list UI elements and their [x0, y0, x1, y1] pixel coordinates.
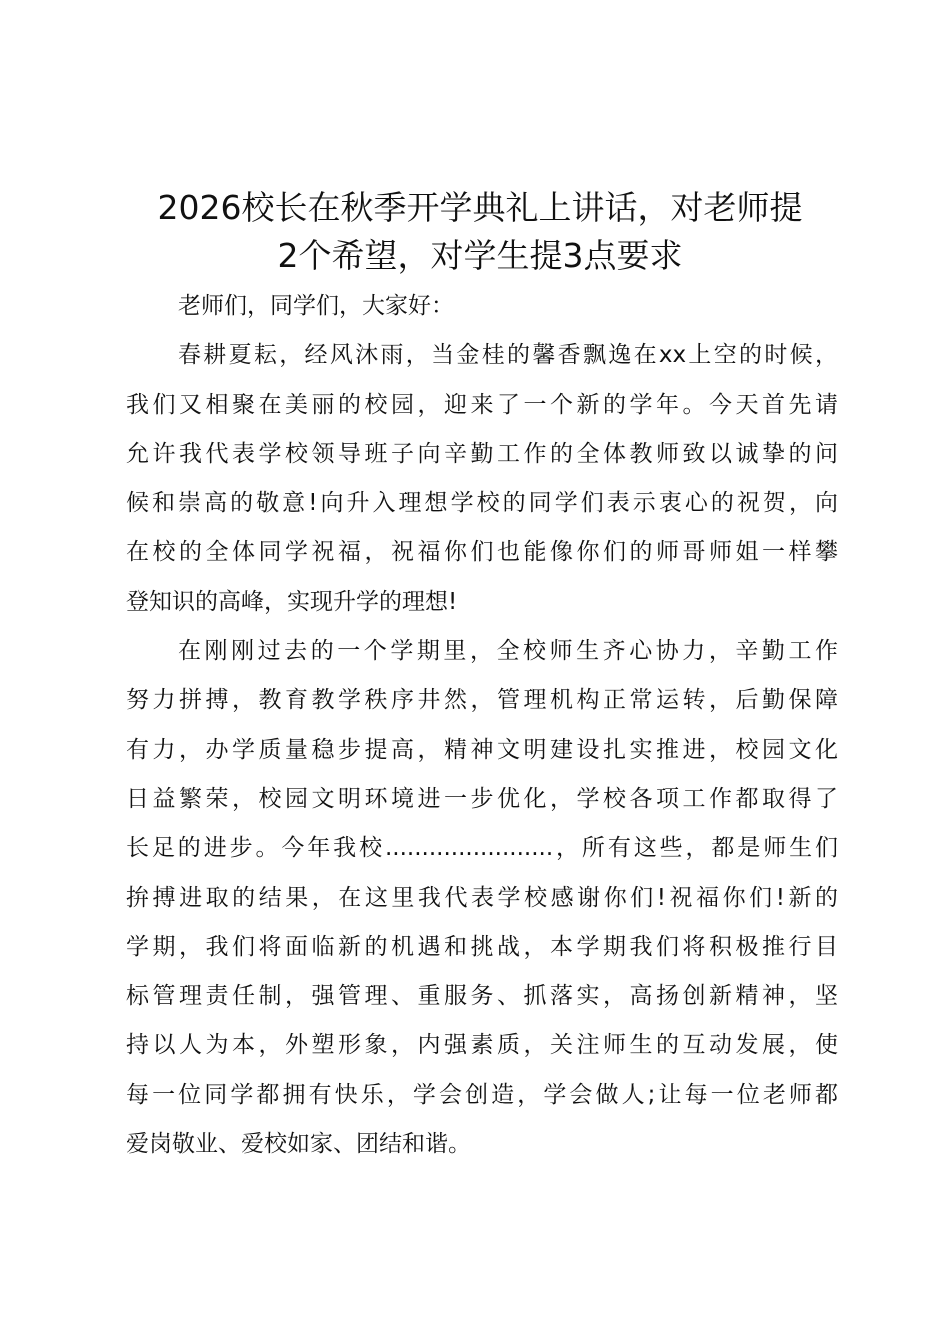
paragraph-2-line: 学期，我们将面临新的机遇和挑战，本学期我们将积极推行目: [126, 933, 838, 960]
paragraph-2-line: 在刚刚过去的一个学期里，全校师生齐心协力，辛勤工作: [178, 638, 838, 665]
paragraph-2-line: 爱岗敬业、爱校如家、团结和谐。: [126, 1131, 471, 1158]
paragraph-1-line: 在校的全体同学祝福，祝福你们也能像你们的师哥师姐一样攀: [126, 539, 838, 566]
paragraph-2-line: 日益繁荣，校园文明环境进一步优化，学校各项工作都取得了: [126, 785, 838, 812]
paragraph-2-line: 努力拼搏，教育教学秩序井然，管理机构正常运转，后勤保障: [126, 687, 838, 714]
paragraph-2-line: 持以人为本，外塑形象，内强素质，关注师生的互动发展，使: [126, 1032, 838, 1059]
document-body: [126, 282, 838, 1169]
paragraph-2-line: 有力，办学质量稳步提高，精神文明建设扎实推进，校园文化: [126, 736, 838, 763]
title-line-1: 2026校长在秋季开学典礼上讲话，对老师提: [157, 188, 803, 227]
paragraph-1-line: 春耕夏耘，经风沐雨，当金桂的馨香飘逸在xx上空的时候，: [178, 342, 838, 369]
paragraph-1-line: 登知识的高峰，实现升学的理想!: [126, 588, 458, 615]
paragraph-1-line: 候和崇高的敬意!向升入理想学校的同学们表示衷心的祝贺，向: [126, 490, 838, 517]
document-title: [126, 184, 834, 280]
paragraph-2-line: 拚搏进取的结果，在这里我代表学校感谢你们!祝福你们!新的: [126, 884, 838, 911]
paragraph-1-line: 允许我代表学校领导班子向辛勤工作的全体教师致以诚挚的问: [126, 440, 838, 467]
greeting-line: 老师们，同学们，大家好：: [178, 293, 454, 319]
paragraph-2-line: 每一位同学都拥有快乐，学会创造，学会做人;让每一位老师都: [126, 1081, 838, 1108]
title-line-2: 2个希望，对学生提3点要求: [277, 236, 683, 275]
paragraph-1-line: 我们又相聚在美丽的校园，迎来了一个新的学年。今天首先请: [126, 391, 838, 418]
paragraph-2-line: 长足的进步。今年我校.......................，所有这些，都是师生们: [126, 835, 838, 862]
paragraph-2-line: 标管理责任制，强管理、重服务、抓落实，高扬创新精神，坚: [126, 983, 838, 1010]
